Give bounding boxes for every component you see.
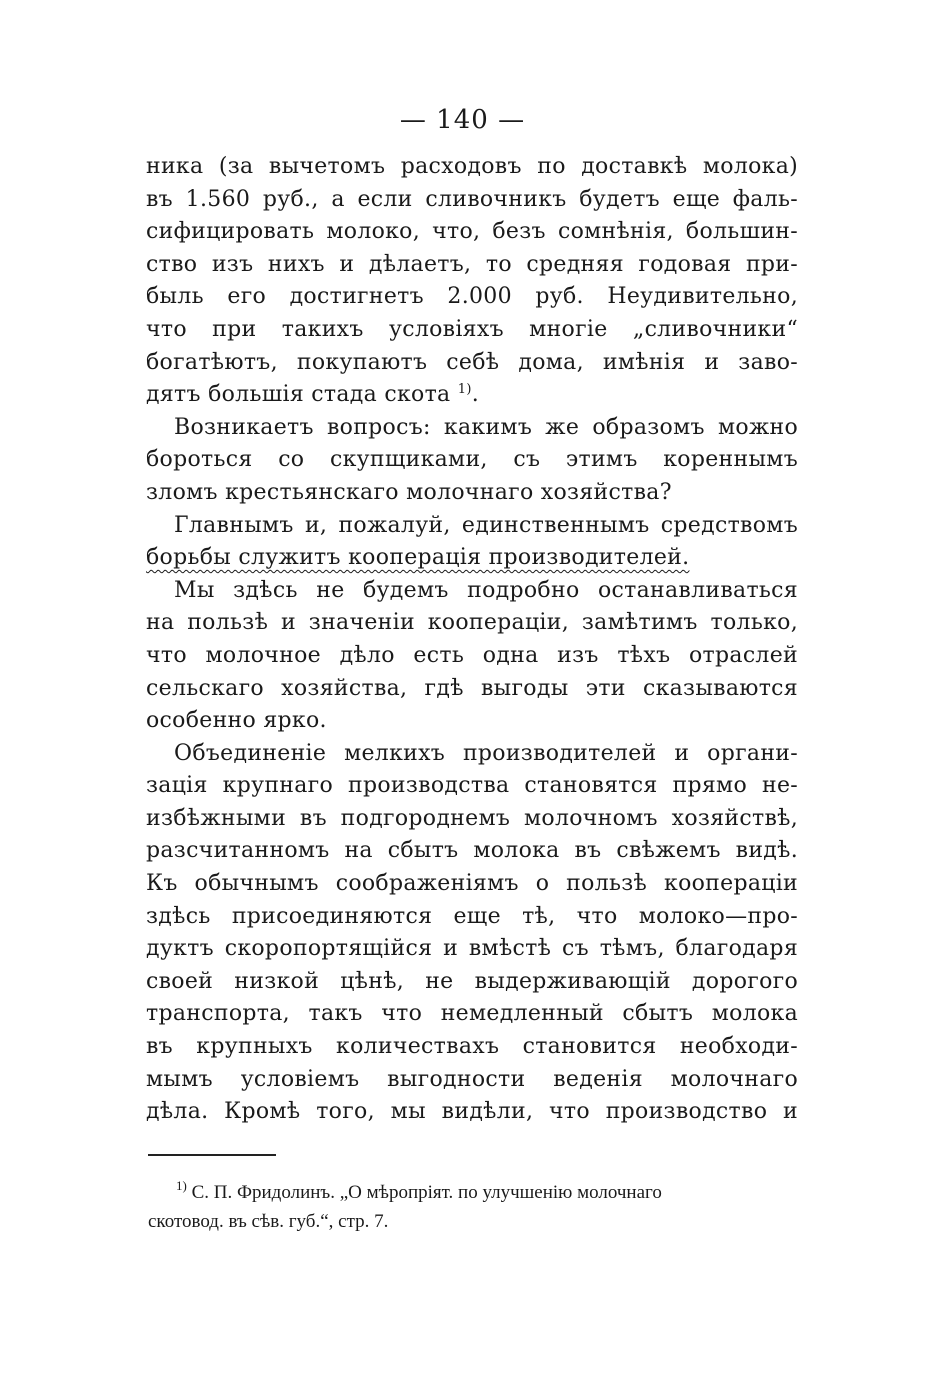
text-line: бороться со скупщиками, съ этимъ кореннымъ	[146, 447, 798, 473]
text-line: богатѣютъ, покупаютъ себѣ дома, имѣнія и заво-	[146, 349, 798, 375]
text-line: мымъ условіемъ выгодности веденія молочнаго	[146, 1066, 798, 1092]
paragraph	[146, 738, 798, 1129]
text-line: ство изъ нихъ и дѣлаетъ, то средняя годовая при-	[146, 251, 798, 277]
text-line: зломъ крестьянскаго молочнаго хозяйства?	[146, 479, 672, 505]
footnote-text: С. П. Фридолинъ. „О мѣропріят. по улучшенію молочнаго	[191, 1182, 662, 1203]
footnote-line: скотовод. въ сѣв. губ.“, стр. 7.	[148, 1211, 389, 1232]
paragraph	[146, 510, 798, 575]
footnote	[148, 1178, 798, 1236]
text-line: избѣжными въ подгороднемъ молочномъ хозяйствѣ,	[146, 805, 798, 831]
footnote-reference[interactable]: 1)	[457, 382, 472, 398]
paragraph	[146, 575, 798, 738]
paragraph	[146, 412, 798, 510]
text-line: что молочное дѣло есть одна изъ тѣхъ отраслей	[146, 642, 798, 668]
text-line: на пользѣ и значеніи коопераціи, замѣтимъ только,	[146, 610, 798, 636]
text-line: дѣла. Кромѣ того, мы видѣли, что производство и	[146, 1099, 798, 1125]
text-line: что при такихъ условіяхъ многіе „сливочники“	[146, 316, 798, 342]
sentence-end: .	[471, 382, 480, 408]
footnote-line	[148, 1178, 798, 1207]
text-line: въ 1.560 руб., а если сливочникъ будетъ еще фаль-	[146, 186, 798, 212]
text-line: Къ обычнымъ соображеніямъ о пользѣ коопераціи	[146, 871, 798, 897]
footnote-mark: 1)	[176, 1178, 187, 1193]
text-line: дуктъ скоропортящійся и вмѣстѣ съ тѣмъ, благодаря	[146, 936, 798, 962]
page-number: — 140 —	[399, 105, 526, 135]
text-line: зація крупнаго производства становятся прямо не-	[146, 773, 798, 799]
underlined-text: борьбы служитъ кооперація производителей.	[146, 545, 690, 571]
paragraph	[146, 151, 798, 412]
text-line: Мы здѣсь не будемъ подробно останавливаться	[174, 577, 798, 603]
text-line	[146, 542, 798, 575]
text-line: особенно ярко.	[146, 708, 327, 734]
text-line: быль его достигнетъ 2.000 руб. Неудивительно,	[146, 284, 798, 310]
text-line: сифицировать молоко, что, безъ сомнѣнія, большин-	[146, 219, 798, 245]
text-line: здѣсь присоединяются еще тѣ, что молоко—про-	[146, 903, 798, 929]
text-line: Объединеніе мелкихъ производителей и органи-	[174, 740, 798, 766]
text-line: транспорта, такъ что немедленный сбытъ молока	[146, 1001, 798, 1027]
footnote-divider	[148, 1154, 276, 1156]
body-text	[146, 151, 798, 1129]
text-line: въ крупныхъ количествахъ становится необходи-	[146, 1034, 798, 1060]
text-line: сельскаго хозяйства, гдѣ выгоды эти сказываются	[146, 675, 798, 701]
text-line: ника (за вычетомъ расходовъ по доставкѣ молока)	[146, 154, 798, 179]
text-line: своей низкой цѣнѣ, не выдерживающій дорогого	[146, 968, 798, 994]
text-line	[146, 379, 798, 412]
text-line: разсчитанномъ на сбытъ молока въ свѣжемъ видѣ.	[146, 838, 798, 864]
text-line: Возникаетъ вопросъ: какимъ же образомъ можно	[174, 414, 798, 440]
text-line: Главнымъ и, пожалуй, единственнымъ средствомъ	[174, 512, 798, 538]
text-line-content: дятъ большія стада скота	[146, 382, 451, 408]
